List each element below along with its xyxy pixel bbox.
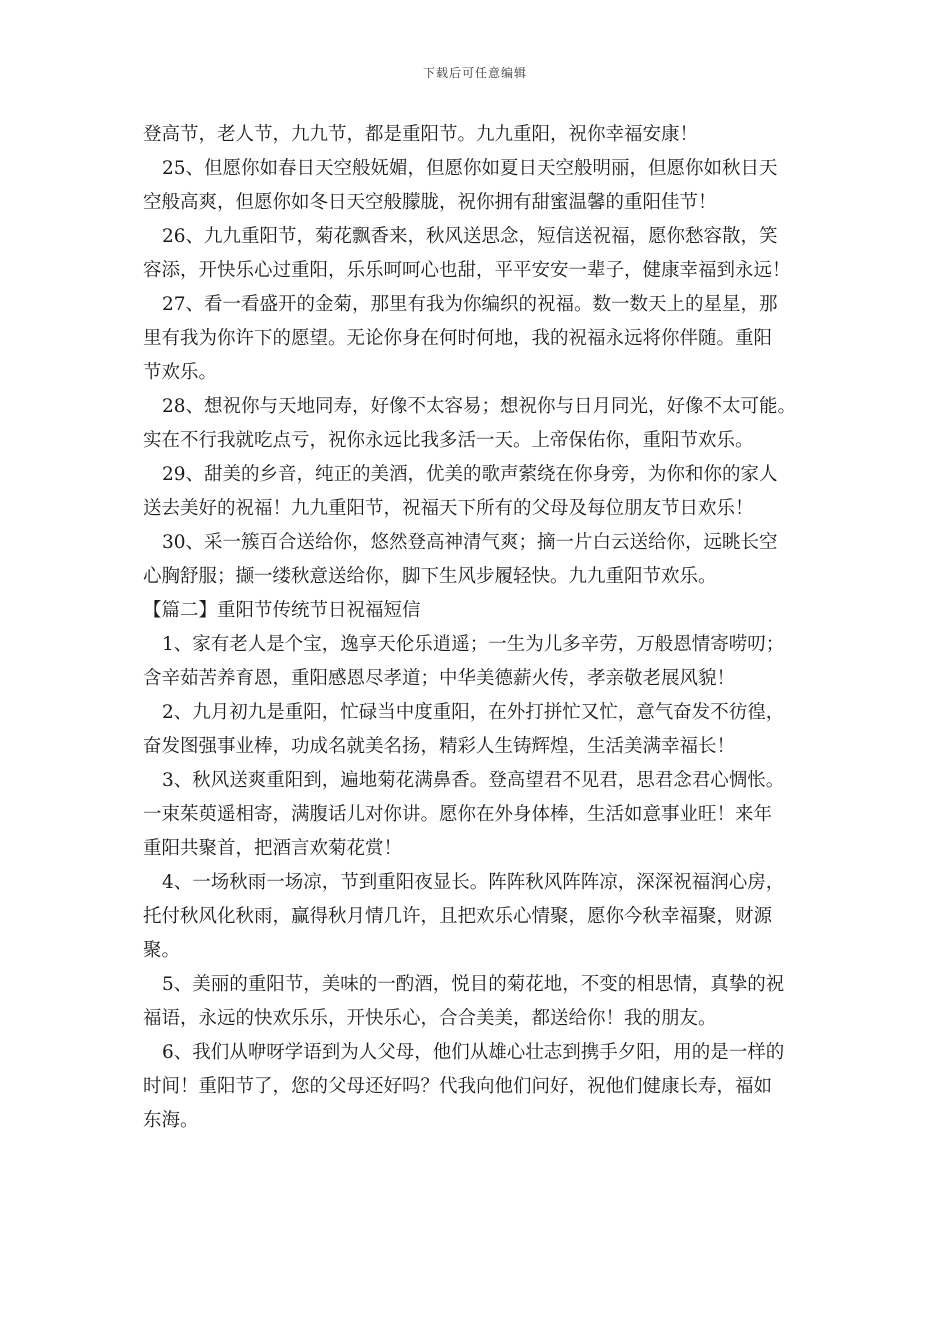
text-line: 奋发图强事业棒，功成名就美名扬，精彩人生铸辉煌，生活美满幸福长！ (143, 736, 736, 757)
text-line: 实在不行我就吃点亏，祝你永远比我多活一天。上帝保佑你，重阳节欢乐。 (143, 430, 754, 451)
text-line: 容添，开快乐心过重阳，乐乐呵呵心也甜，平平安安一辈子，健康幸福到永远！ (143, 260, 791, 281)
page-header-note: 下载后可任意编辑 (422, 66, 527, 80)
text-line: 1、家有老人是个宝，逸享天伦乐逍遥；一生为儿多辛劳，万般恩情寄唠叨； (162, 634, 785, 655)
text-line: 3、秋风送爽重阳到，遍地菊花满鼻香。登高望君不见君，思君念君心惆怅。 (162, 770, 785, 791)
text-line: 福语，永远的快欢乐乐，开快乐心，合合美美，都送给你！我的朋友。 (143, 1008, 717, 1029)
text-line: 托付秋风化秋雨，赢得秋月情几许，且把欢乐心情聚，愿你今秋幸福聚，财源 (143, 906, 773, 927)
text-line: 28、想祝你与天地同寿，好像不太容易；想祝你与日月同光，好像不太可能。 (162, 396, 797, 417)
text-line: 29、甜美的乡音，纯正的美酒，优美的歌声萦绕在你身旁，为你和你的家人 (162, 464, 778, 485)
text-line: 节欢乐。 (143, 362, 218, 383)
text-line: 里有我为你许下的愿望。无论你身在何时何地，我的祝福永远将你伴随。重阳 (143, 328, 773, 349)
text-line: 25、但愿你如春日天空般妩媚，但愿你如夏日天空般明丽，但愿你如秋日天 (162, 158, 778, 179)
text-line: 心胸舒服；撷一缕秋意送给你，脚下生风步履轻快。九九重阳节欢乐。 (143, 566, 717, 587)
text-line: 东海。 (143, 1110, 199, 1131)
section-heading: 【篇二】重阳节传统节日祝福短信 (143, 600, 421, 621)
text-line: 送去美好的祝福！九九重阳节，祝福天下所有的父母及每位朋友节日欢乐！ (143, 498, 754, 519)
text-line: 2、九月初九是重阳，忙碌当中度重阳，在外打拼忙又忙，意气奋发不彷徨， (162, 702, 785, 723)
text-line: 含辛茹苦养育恩，重阳感恩尽孝道；中华美德薪火传，孝亲敬老展风貌！ (143, 668, 736, 689)
text-line: 聚。 (143, 940, 181, 961)
text-line: 一束茱萸遥相寄，满腹话儿对你讲。愿你在外身体棒，生活如意事业旺！来年 (143, 804, 773, 825)
text-line: 30、采一簇百合送给你，悠然登高神清气爽；摘一片白云送给你，远眺长空 (162, 532, 778, 553)
text-line: 5、美丽的重阳节，美味的一酌酒，悦目的菊花地，不变的相思情，真挚的祝 (162, 974, 785, 995)
text-line: 时间！重阳节了，您的父母还好吗？代我向他们问好，祝他们健康长寿，福如 (143, 1076, 773, 1097)
text-line: 4、一场秋雨一场凉，节到重阳夜显长。阵阵秋风阵阵凉，深深祝福润心房， (162, 872, 785, 893)
text-line: 26、九九重阳节，菊花飘香来，秋风送思念，短信送祝福，愿你愁容散，笑 (162, 226, 778, 247)
text-line: 重阳共聚首，把酒言欢菊花赏！ (143, 838, 403, 859)
text-line: 登高节，老人节，九九节，都是重阳节。九九重阳，祝你幸福安康！ (143, 124, 699, 145)
text-line: 空般高爽，但愿你如冬日天空般朦胧，祝你拥有甜蜜温馨的重阳佳节！ (143, 192, 717, 213)
text-line: 27、看一看盛开的金菊，那里有我为你编织的祝福。数一数天上的星星，那 (162, 294, 778, 315)
text-line: 6、我们从咿呀学语到为人父母，他们从雄心壮志到携手夕阳，用的是一样的 (162, 1042, 785, 1063)
document-body (143, 118, 823, 1138)
